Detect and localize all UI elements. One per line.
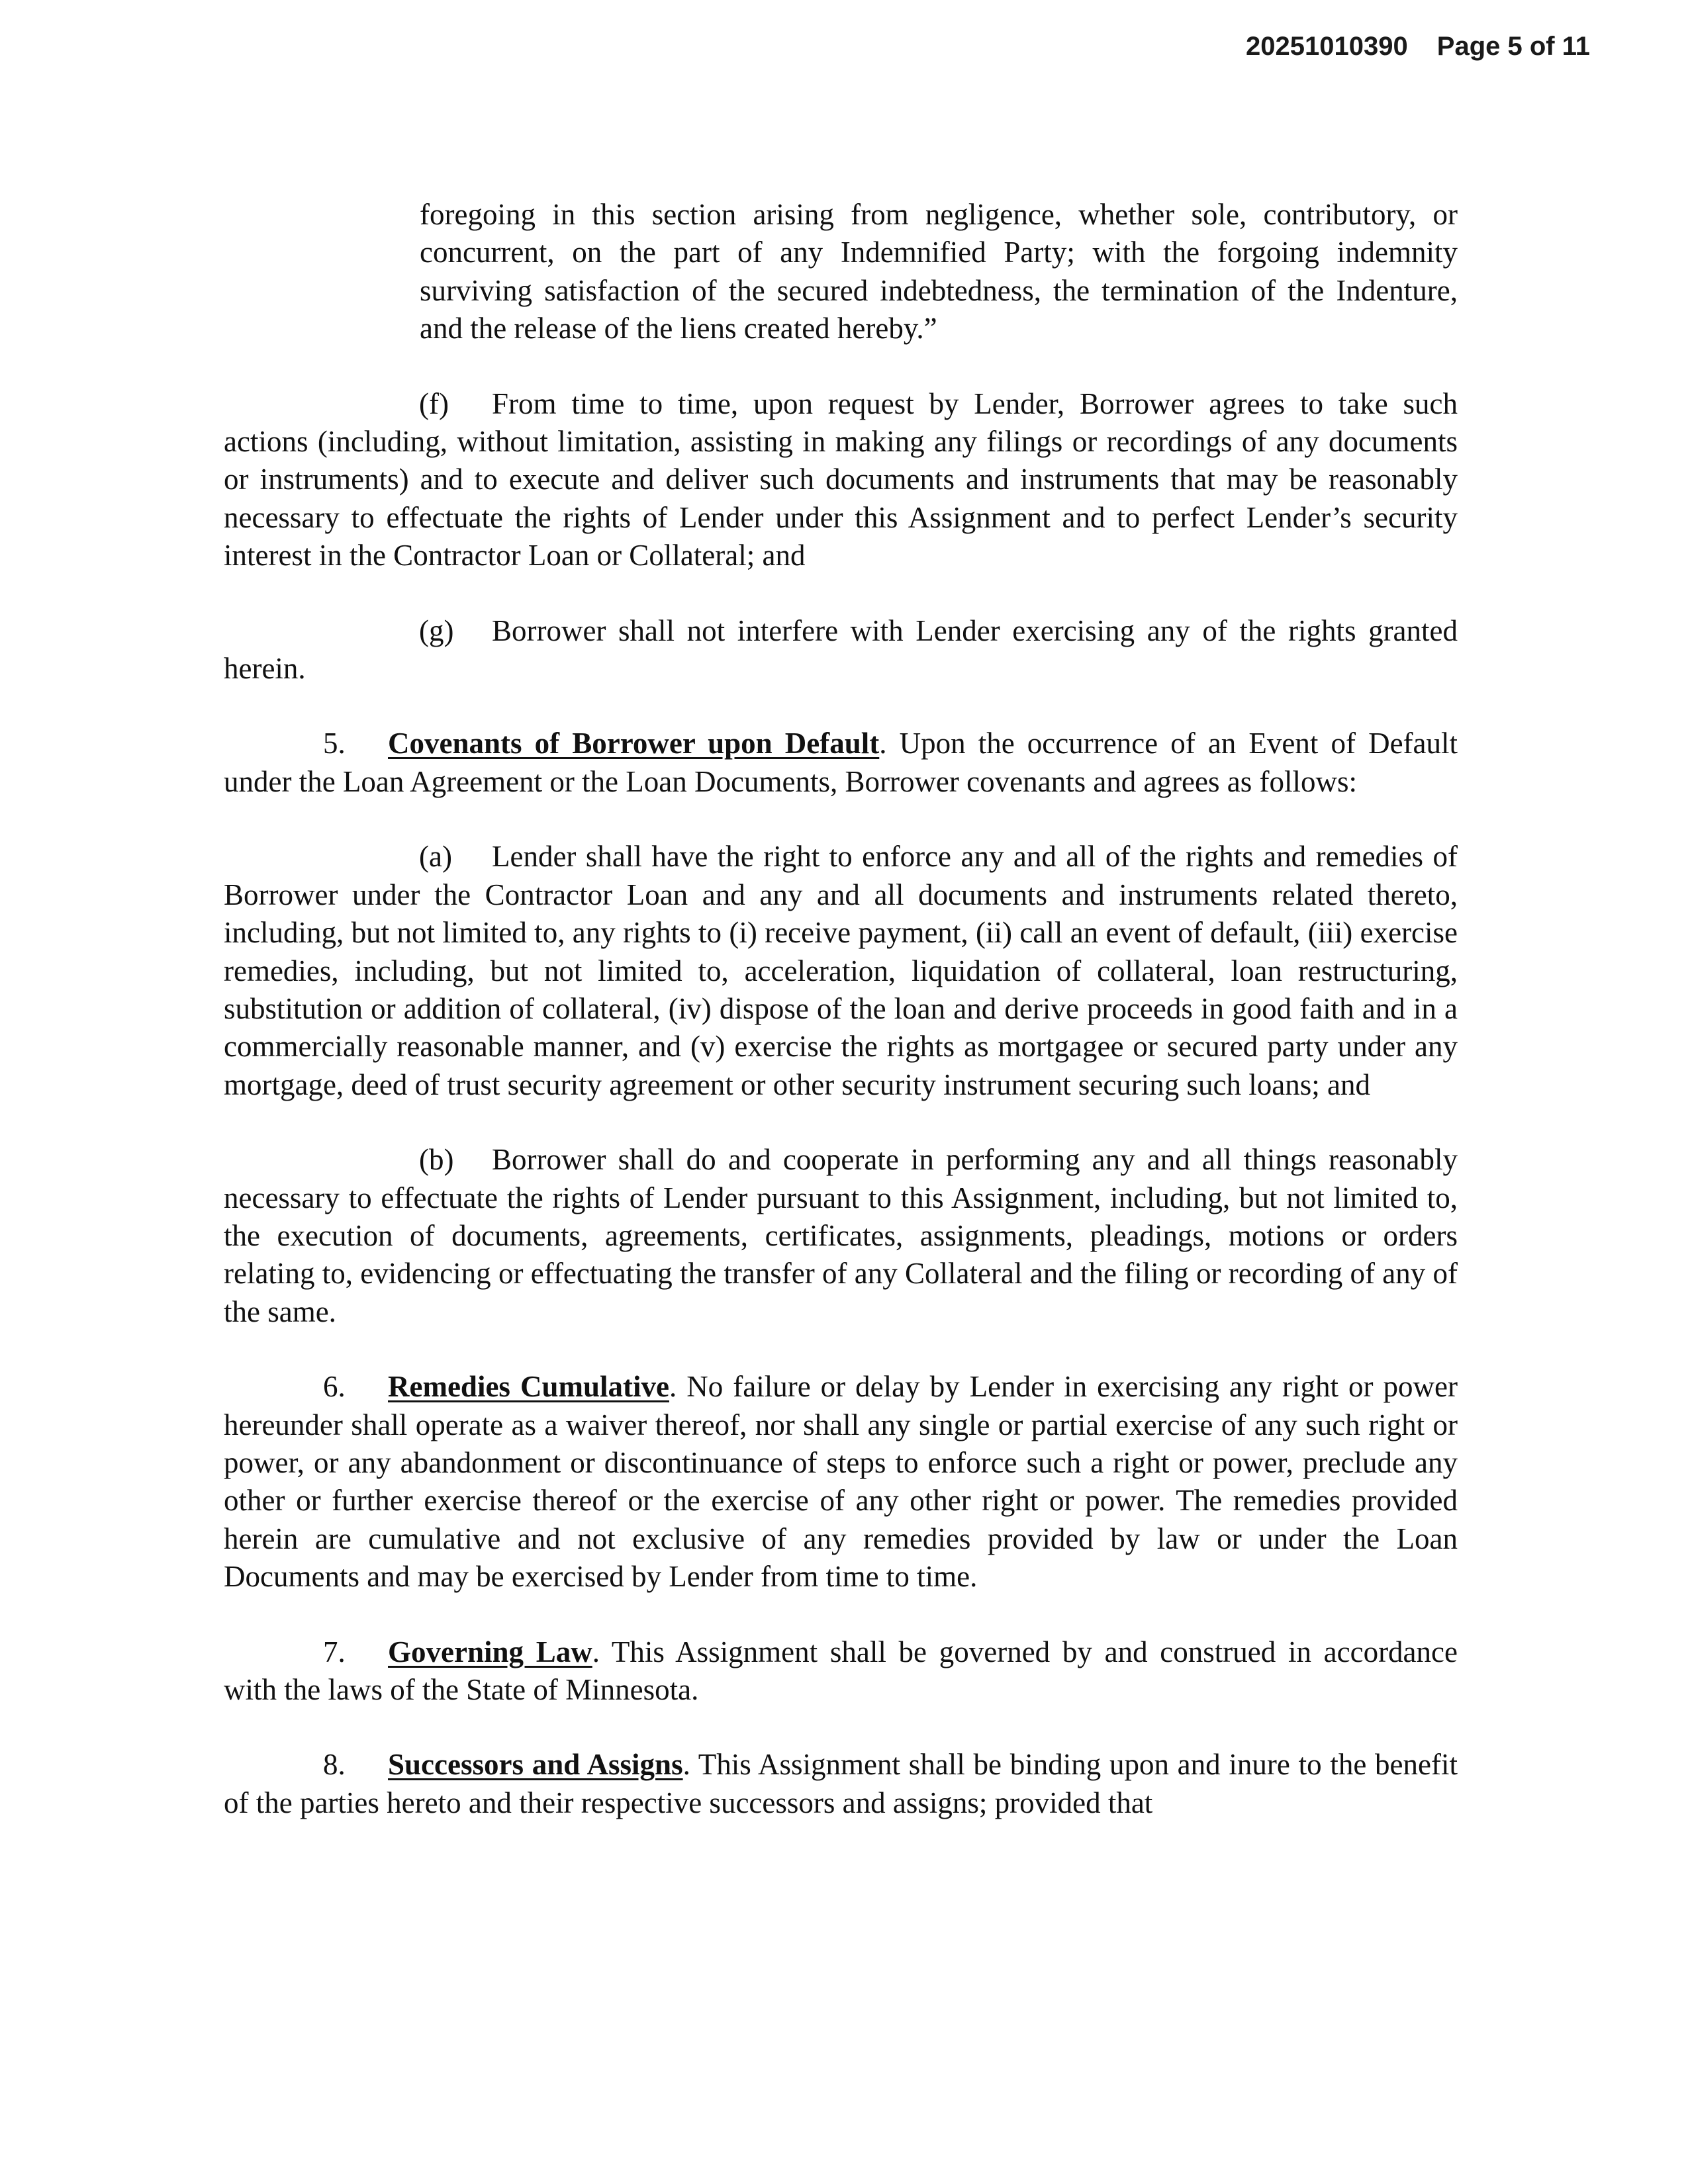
clause-5b-text: Borrower shall do and cooperate in performing any and all things reasonably necessary to effectuate the rights of Lender pursuant to this Assignment, including, but not limited to, the execution of documents, agreements, certificates, assignments, pleadings, motions or orders relating to, evidencing or effectuating the transfer of any Collateral and the filing or recording of any of the same.: [224, 1143, 1458, 1328]
section-8-heading: Successors and Assigns: [388, 1748, 683, 1782]
document-number: 20251010390: [1246, 32, 1408, 61]
section-8-number: 8.: [323, 1748, 346, 1782]
section-5-heading: Covenants of Borrower upon Default: [388, 727, 880, 760]
page-header: [1246, 32, 1590, 62]
clause-g-text: Borrower shall not interfere with Lender exercising any of the rights granted herein.: [224, 614, 1458, 686]
section-7: [224, 1633, 1458, 1709]
section-6-heading: Remedies Cumulative: [388, 1370, 669, 1404]
quoted-continuation: foregoing in this section arising from negligence, whether sole, contributory, or concurrent, on the part of any Indemnified Party; with the forgoing indemnity surviving satisfaction of the secured indebtedness, the termination of the Indenture, and the release of the liens created hereby.”: [420, 198, 1458, 345]
clause-g-label: (g): [419, 614, 454, 647]
section-7-heading: Governing Law: [388, 1635, 592, 1668]
section-8: [224, 1746, 1458, 1822]
section-5: [224, 725, 1458, 801]
section-5-number: 5.: [323, 727, 346, 760]
clause-f-text: From time to time, upon request by Lender, Borrower agrees to take such actions (including, without limitation, assisting in making any filings or recordings of any documents or instruments) and to execute and deliver such documents and instruments that may be reasonably necessary to effectuate the rights of Lender under this Assignment and to perfect Lender’s security interest in the Contractor Loan or Collateral; and: [224, 387, 1458, 572]
section-6: [224, 1368, 1458, 1596]
clause-f-label: (f): [419, 387, 449, 420]
page-indicator: Page 5 of 11: [1436, 32, 1590, 61]
section-7-number: 7.: [323, 1635, 346, 1668]
document-body: [224, 196, 1458, 1822]
section-6-number: 6.: [323, 1370, 346, 1404]
clause-5a-label: (a): [419, 840, 452, 874]
clause-5a-text: Lender shall have the right to enforce any and all of the rights and remedies of Borrower under the Contractor Loan and any and all documents and instruments related thereto, including, but not limited to, any rights to (i) receive payment, (ii) call an event of default, (iii) exercise remedies, including, but not limited to, acceleration, liquidation of collateral, loan restructuring, substitution or addition of collateral, (iv) dispose of the loan and derive proceeds in good faith and in a commercially reasonable manner, and (v) exercise the rights as mortgagee or secured party under any mortgage, deed of trust security agreement or other security instrument securing such loans; and: [224, 840, 1458, 1101]
section-7-text: . This Assignment shall be governed by and construed in accordance with the laws of the State of Minnesota.: [224, 1635, 1458, 1706]
clause-g: [224, 612, 1458, 688]
clause-5b: [224, 1141, 1458, 1331]
clause-5a: [224, 838, 1458, 1104]
section-5-text: . Upon the occurrence of an Event of Default under the Loan Agreement or the Loan Documents, Borrower covenants and agrees as follows:: [224, 727, 1458, 798]
clause-5b-label: (b): [419, 1143, 454, 1177]
section-6-text: . No failure or delay by Lender in exercising any right or power hereunder shall operate as a waiver thereof, nor shall any single or partial exercise of any such right or power, or any abandonment or discontinuance of steps to enforce such a right or power, preclude any other or further exercise thereof or the exercise of any other right or power. The remedies provided herein are cumulative and not exclusive of any remedies provided by law or under the Loan Documents and may be exercised by Lender from time to time.: [224, 1370, 1458, 1594]
section-8-text: . This Assignment shall be binding upon and inure to the benefit of the parties hereto and their respective successors and assigns; provided that: [224, 1748, 1458, 1819]
clause-f: [224, 385, 1458, 575]
